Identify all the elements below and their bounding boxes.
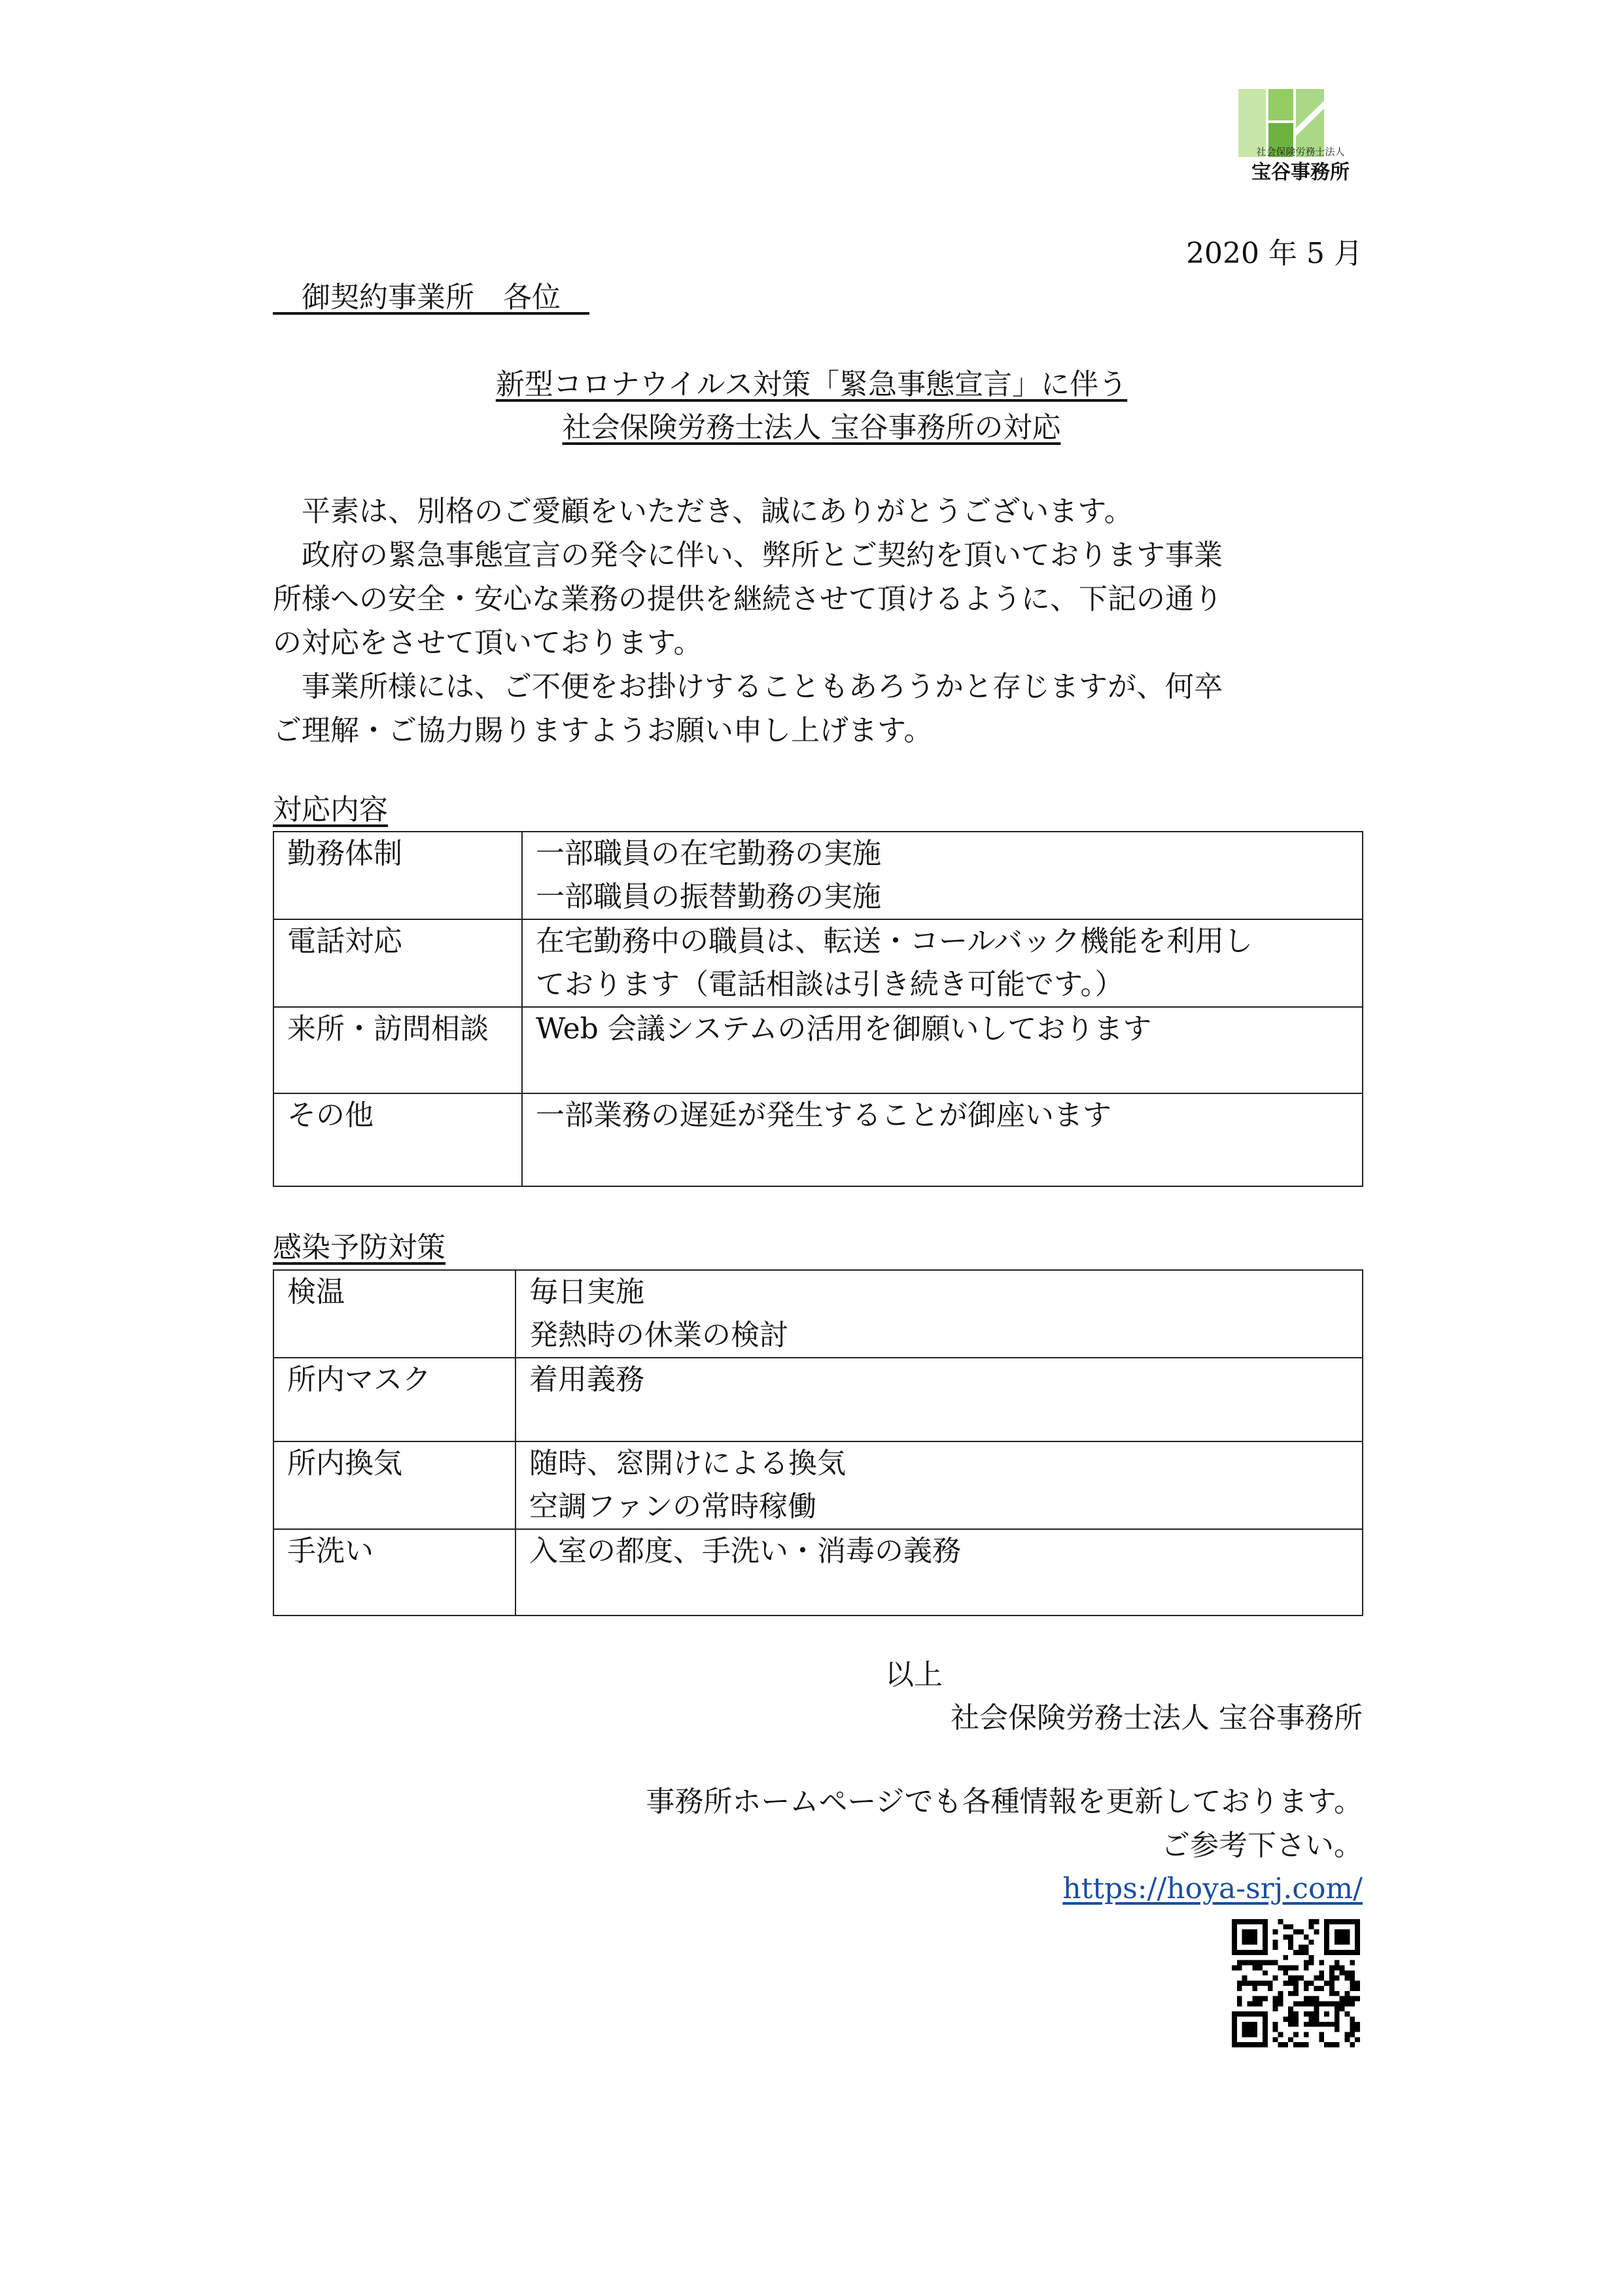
recipient-line: 御契約事業所 各位 — [273, 281, 589, 314]
table-row — [273, 919, 1363, 1007]
body-paragraph-2-line-1: 政府の緊急事態宣言の発令に伴い、弊所とご契約を頂いております事業 — [273, 539, 1223, 572]
table-label-cell: 電話対応 — [273, 919, 522, 1007]
table-cell-line: 一部職員の振替勤務の実施 — [536, 880, 881, 913]
table-label-cell: 所内換気 — [273, 1441, 515, 1529]
table-label-cell: その他 — [273, 1093, 522, 1186]
table-content-cell — [515, 1358, 1363, 1441]
response-heading: 対応内容 — [273, 793, 388, 826]
response-table — [273, 831, 1363, 1187]
document-title-line-1: 新型コロナウイルス対策「緊急事態宣言」に伴う — [495, 368, 1128, 401]
table-cell-line: 一部職員の在宅勤務の実施 — [536, 837, 881, 870]
table-row — [273, 1270, 1363, 1358]
table-cell-line: 随時、窓開けによる換気 — [529, 1447, 846, 1480]
table-content-cell — [522, 919, 1363, 1007]
table-cell-line: 一部業務の遅延が発生することが御座います — [536, 1099, 1111, 1132]
table-content-cell — [522, 832, 1363, 919]
body-paragraph-1: 平素は、別格のご愛顧をいただき、誠にありがとうございます。 — [273, 495, 1133, 528]
table-cell-line: ております（電話相談は引き続き可能です。） — [536, 968, 1124, 1001]
homepage-note-2: ご参考下さい。 — [1161, 1829, 1363, 1862]
table-content-cell — [522, 1093, 1363, 1186]
logo-name: 宝谷事務所 — [1251, 161, 1350, 184]
body-paragraph-2-line-2: 所様への安全・安心な業務の提供を継続させて頂けるように、下記の通り — [273, 582, 1223, 616]
table-label-cell: 勤務体制 — [273, 832, 522, 919]
table-cell-line: 毎日実施 — [529, 1275, 644, 1309]
prevention-heading: 感染予防対策 — [273, 1231, 445, 1264]
table-label-cell: 手洗い — [273, 1529, 515, 1616]
table-row — [273, 1529, 1363, 1616]
table-cell-line: 入室の都度、手洗い・消毒の義務 — [529, 1534, 961, 1568]
body-paragraph-2-line-3: の対応をさせて頂いております。 — [273, 626, 703, 660]
table-cell-line: 着用義務 — [529, 1363, 644, 1396]
table-cell-line: Web 会議システムの活用を御願いしております — [536, 1012, 1152, 1046]
table-row — [273, 1441, 1363, 1529]
body-paragraph-3-line-2: ご理解・ご協力賜りますようお願い申し上げます。 — [273, 714, 933, 747]
table-content-cell — [515, 1270, 1363, 1358]
table-content-cell — [522, 1007, 1363, 1093]
table-label-cell: 所内マスク — [273, 1358, 515, 1441]
table-label-cell: 検温 — [273, 1270, 515, 1358]
table-label-cell: 来所・訪問相談 — [273, 1007, 522, 1093]
table-cell-line: 在宅勤務中の職員は、転送・コールバック機能を利用し — [536, 925, 1253, 958]
table-row — [273, 832, 1363, 919]
document-title-line-2: 社会保険労務士法人 宝谷事務所の対応 — [562, 411, 1061, 444]
homepage-link[interactable]: https://hoya-srj.com/ — [1062, 1872, 1363, 1905]
table-content-cell — [515, 1529, 1363, 1616]
table-row — [273, 1358, 1363, 1441]
table-cell-line: 空調ファンの常時稼働 — [529, 1490, 817, 1523]
prevention-table — [273, 1269, 1363, 1616]
body-text — [273, 489, 1363, 752]
table-content-cell — [515, 1441, 1363, 1529]
table-row — [273, 1007, 1363, 1093]
homepage-note: 事務所ホームページでも各種情報を更新しております。 — [646, 1785, 1363, 1818]
table-cell-line: 発熱時の休業の検討 — [529, 1318, 788, 1352]
body-paragraph-3-line-1: 事業所様には、ご不便をお掛けすることもあろうかと存じますが、何卒 — [273, 670, 1223, 703]
signature: 社会保険労務士法人 宝谷事務所 — [951, 1701, 1363, 1735]
document-date: 2020 年 5 月 — [1186, 237, 1363, 270]
table-row — [273, 1093, 1363, 1186]
closing-end-mark: 以上 — [885, 1658, 943, 1691]
qr-code-icon[interactable] — [1232, 1919, 1360, 2047]
logo-subtitle: 社会保険労務士法人 — [1256, 146, 1345, 158]
